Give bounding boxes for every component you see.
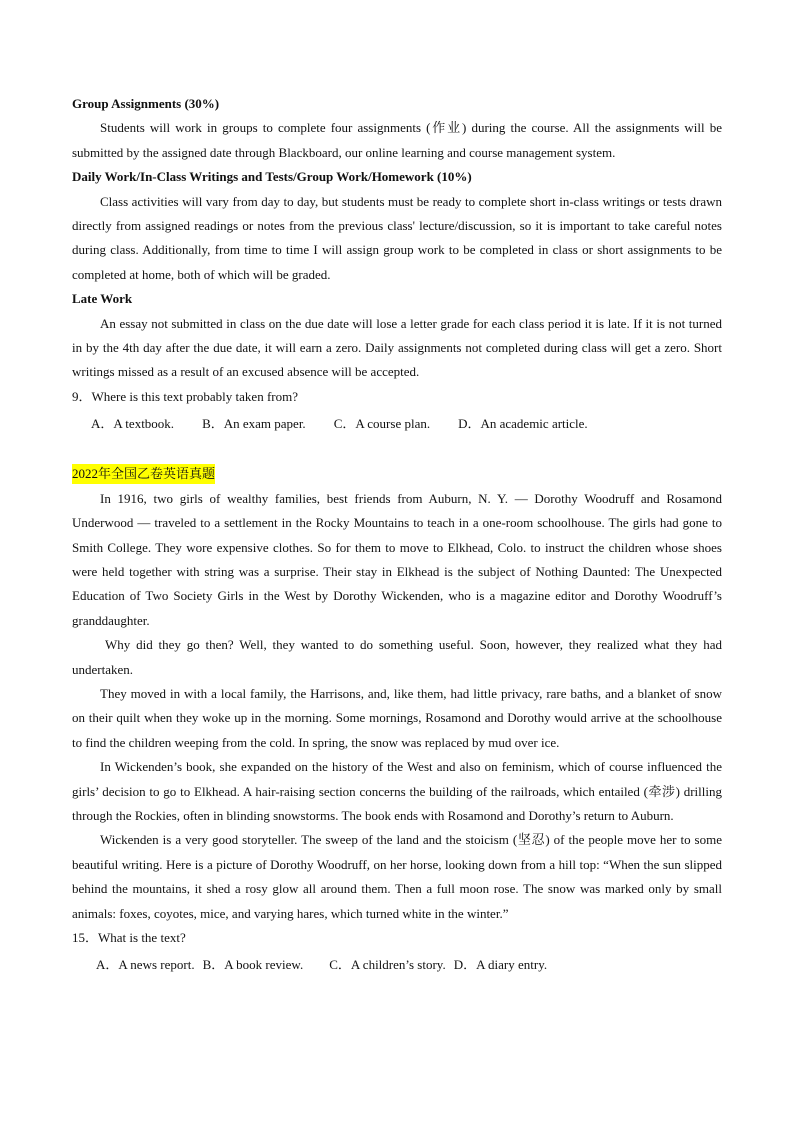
passage-paragraph: In Wickenden’s book, she expanded on the history of the West and also on feminism, which of course influenced the girls’ decision to go to Elkhead. A hair-raising section concerns the building of the railroads, which entailed (牵涉) drilling through the Rockies, often in blinding snowstorms. The book ends with Rosamond and Dorothy’s return to Auburn. — [72, 759, 722, 823]
heading-late-work: Late Work — [72, 291, 133, 307]
option-b: B．An exam paper. — [202, 416, 306, 432]
option-d: D．An academic article. — [458, 416, 588, 432]
paragraph-late-work: An essay not submitted in class on the due date will lose a letter grade for each class period it is late. If it is not turned in by the 4th day after the due date, it will earn a zero. Daily assignments not completed during class will get a zero. Short writings missed as a result of an excused absence will be accepted. — [72, 315, 722, 380]
passage-paragraph: They moved in with a local family, the Harrisons, and, like them, had little privacy, rare baths, and a blanket of snow on their quilt when they woke up in the morning. Some mornings, Rosamond and Dorothy would arrive at the schoolhouse to find the children weeping from the cold. In spring, the snow was replaced by mud over ice. — [72, 685, 722, 750]
passage-paragraph: Why did they go then? Well, they wanted to do something useful. Soon, however, they realized what they had undertaken. — [72, 637, 722, 677]
paragraph-daily-work: Class activities will vary from day to day, but students must be ready to complete short in-class writings or tests drawn directly from assigned readings or notes from the previous class' lecture/discussion, so it is important to take careful notes during class. Additionally, from time to time I will assign group work to be completed in class or short assignments to be completed at home, both of which will be graded. — [72, 193, 722, 282]
question-9-options — [72, 412, 722, 436]
passage-paragraph: In 1916, two girls of wealthy families, best friends from Auburn, N. Y. — Dorothy Woodruff and Rosamond Underwood — traveled to a settlement in the Rocky Mountains to teach in a one-room schoolhouse. The girls had gone to Smith College. They wore expensive clothes. So for them to move to Elkhead, Colo. to instruct the children whose shoes were held together with string was a surprise. Their stay in Elkhead is the subject of Nothing Daunted: The Unexpected Education of Two Society Girls in the West by Dorothy Wickenden, who is a magazine editor and Dorothy Woodruff’s granddaughter. — [72, 490, 722, 628]
question-15: 15．What is the text? — [72, 930, 186, 945]
exam-source-tag: 2022年全国乙卷英语真题 — [72, 464, 215, 484]
option-a: A．A news report. — [96, 957, 195, 973]
option-a: A．A textbook. — [91, 416, 175, 432]
heading-group-assignments: Group Assignments (30%) — [72, 96, 220, 111]
question-15-options — [72, 953, 722, 977]
passage-paragraph: Wickenden is a very good storyteller. The sweep of the land and the stoicism (坚忍) of the people move her to some beautiful writing. Here is a picture of Dorothy Woodruff, on her horse, looking down from a hill top: “When the sun slipped behind the mountains, it shed a rosy glow all around them. Then a full moon rose. The snow was marked only by small animals: foxes, coyotes, mice, and varying hares, which turned white in the winter.” — [72, 832, 723, 921]
option-c: C．A course plan. — [333, 416, 431, 432]
question-9: 9．Where is this text probably taken from? — [72, 388, 298, 404]
option-c: C．A children’s story. — [329, 957, 446, 973]
document-page — [72, 92, 722, 978]
paragraph-group-assignments: Students will work in groups to complete four assignments (作业) during the course. All the assignments will be submitted by the assigned date through Blackboard, our online learning and course management system. — [72, 120, 722, 160]
heading-daily-work: Daily Work/In-Class Writings and Tests/Group Work/Homework (10%) — [72, 169, 472, 185]
option-d: D．A diary entry. — [453, 957, 548, 973]
option-b: B．A book review. — [202, 957, 304, 973]
